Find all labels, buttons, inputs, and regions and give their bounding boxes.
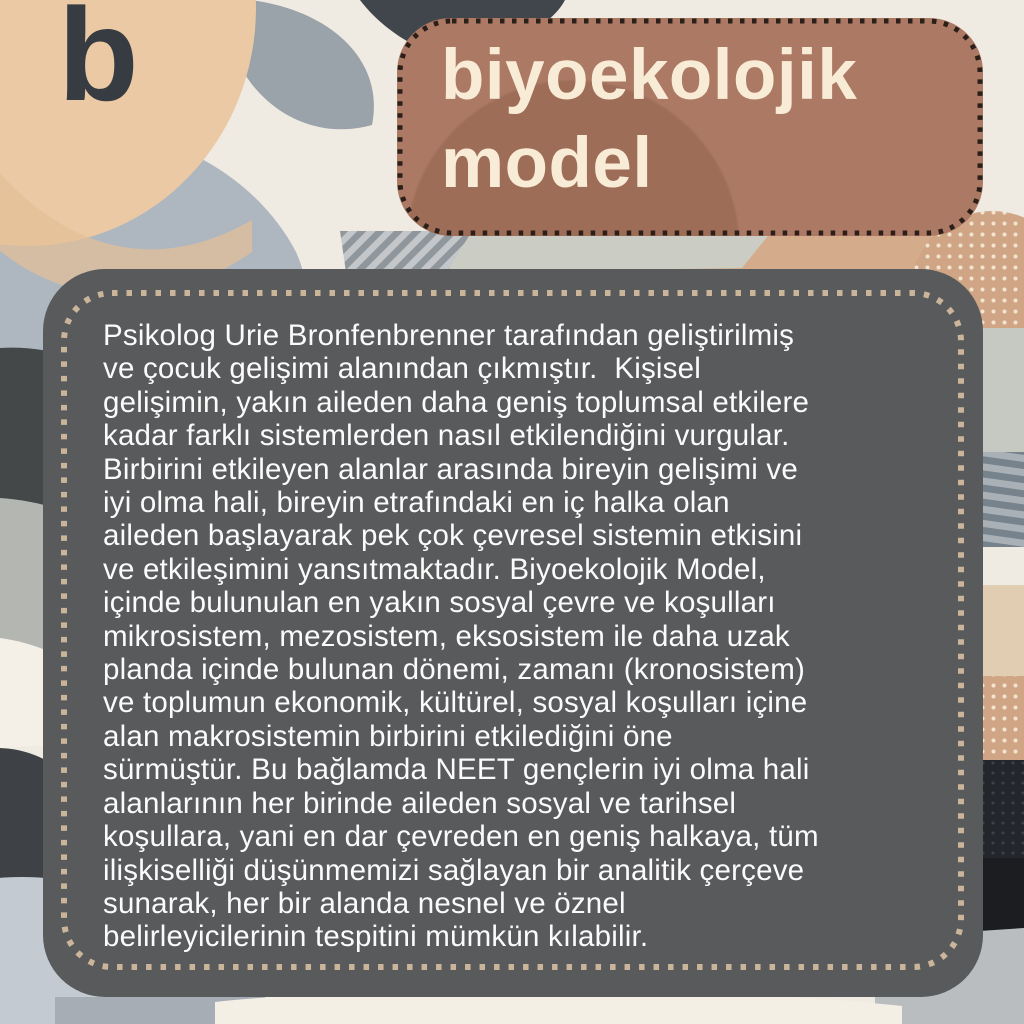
page-title-line-1: biyoekolojik	[441, 36, 858, 115]
body-text-line: ve toplumun ekonomik, kültürel, sosyal koşulları içine	[103, 686, 808, 720]
body-text-line: kadar farklı sistemlerden nasıl etkilendiğini vurgular.	[103, 419, 790, 453]
body-text-line: gelişimin, yakın aileden daha geniş toplumsal etkilere	[103, 385, 810, 419]
body-text	[103, 319, 963, 954]
body-text-line: ve etkileşimini yansıtmaktadır. Biyoekolojik Model,	[103, 552, 766, 586]
body-text-line: alanlarının her birinde aileden sosyal ve tarihsel	[103, 786, 737, 820]
body-text-line: içinde bulunulan en yakın sosyal çevre ve koşulları	[103, 586, 776, 620]
body-text-line: ve çocuk gelişimi alanından çıkmıştır. Kişisel	[103, 352, 701, 386]
body-text-line: belirleyicilerinin tespitini mümkün kılabilir.	[103, 920, 649, 954]
body-text-line: sürmüştür. Bu bağlamda NEET gençlerin iyi olma hali	[103, 753, 810, 787]
page-title	[441, 32, 857, 208]
body-text-line: alan makrosistemin birbirini etkilediğini öne	[103, 719, 673, 753]
body-text-line: sunarak, her bir alanda nesnel ve öznel	[103, 886, 626, 920]
body-text-line: iyi olma hali, bireyin etrafındaki en iç halka olan	[103, 486, 730, 520]
body-text-line: planda içinde bulunan dönemi, zamanı (kronosistem)	[103, 653, 805, 687]
body-text-line: koşullara, yani en dar çevreden en geniş halkaya, tüm	[103, 820, 819, 854]
page-title-line-2: model	[441, 124, 653, 203]
body-text-line: ilişkiselliği düşünmemizi sağlayan bir analitik çerçeve	[103, 853, 805, 887]
body-text-line: Psikolog Urie Bronfenbrenner tarafından geliştirilmiş	[103, 319, 795, 352]
body-text-line: mikrosistem, mezosistem, eksosistem ile daha uzak	[103, 619, 790, 653]
brand-letter: b	[58, 0, 139, 128]
body-text-line: aileden başlayarak pek çok çevresel sistemin etkisini	[103, 519, 803, 553]
title-badge	[397, 18, 983, 236]
body-text-line: Birbirini etkileyen alanlar arasında bireyin gelişimi ve	[103, 452, 798, 486]
body-panel	[43, 269, 983, 997]
